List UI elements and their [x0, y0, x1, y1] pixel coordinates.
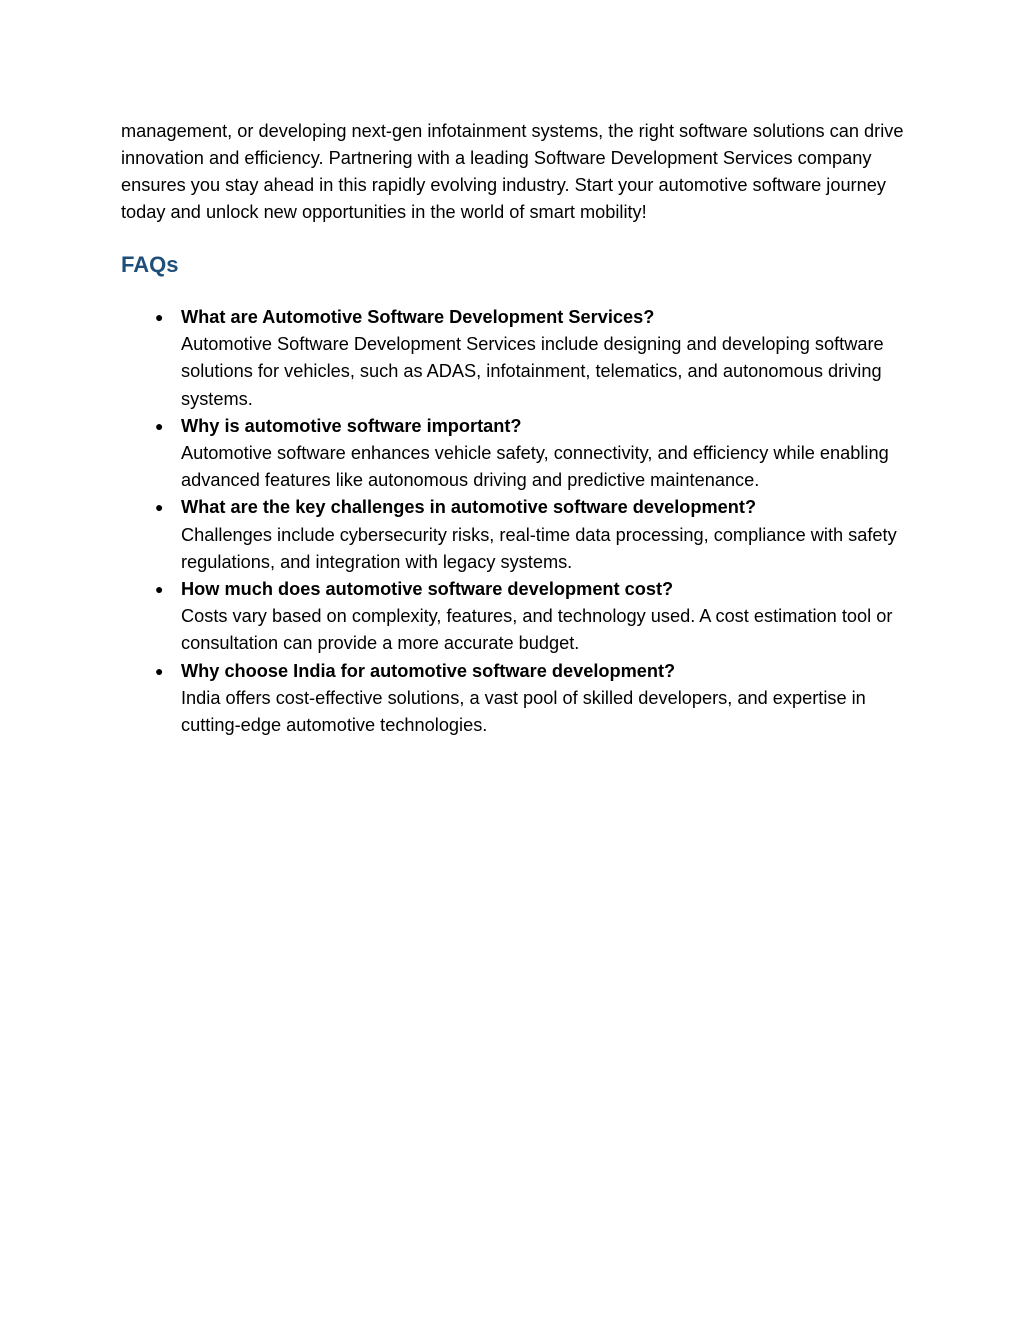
faq-answer: Challenges include cybersecurity risks, real-time data processing, compliance with safety regulations, and integration with legacy systems.: [181, 524, 897, 572]
faqs-heading: FAQs: [121, 252, 179, 277]
faq-answer: India offers cost-effective solutions, a vast pool of skilled developers, and expertise in cutting-edge automotive technologies.: [181, 687, 866, 736]
faq-item: [121, 494, 911, 576]
faq-item: [121, 304, 911, 413]
faq-question: Why is automotive software important?: [181, 415, 522, 436]
bullet-icon: ●: [155, 581, 164, 598]
faq-question: Why choose India for automotive software development?: [181, 660, 676, 681]
bullet-icon: ●: [155, 417, 164, 434]
faq-answer: Automotive software enhances vehicle safety, connectivity, and efficiency while enabling advanced features like autonomous driving and predictive maintenance.: [181, 443, 889, 491]
faq-item: [121, 658, 911, 740]
faq-question: How much does automotive software development cost?: [181, 579, 674, 600]
intro-paragraph: management, or developing next-gen infotainment systems, the right software solutions can drive innovation and efficiency. Partnering with a leading Software Development Services company ensures you stay ahead in this rapidly evolving industry. Start your automotive software journey today and unlock new opportunities in the world of smart mobility!: [121, 121, 904, 222]
faq-question: What are the key challenges in automotive software development?: [181, 497, 757, 518]
bullet-icon: ●: [155, 309, 164, 325]
faq-item: [121, 576, 911, 658]
bullet-icon: ●: [155, 499, 164, 516]
faq-list: [121, 304, 911, 739]
faq-question: What are Automotive Software Development Services?: [181, 307, 655, 327]
faq-item: [121, 413, 911, 495]
document-page: [121, 118, 911, 739]
faq-answer: Costs vary based on complexity, features, and technology used. A cost estimation tool or consultation can provide a more accurate budget.: [181, 606, 893, 654]
faq-answer: Automotive Software Development Services include designing and developing software solutions for vehicles, such as ADAS, infotainment, telematics, and autonomous driving systems.: [181, 334, 884, 409]
bullet-icon: ●: [155, 662, 164, 679]
